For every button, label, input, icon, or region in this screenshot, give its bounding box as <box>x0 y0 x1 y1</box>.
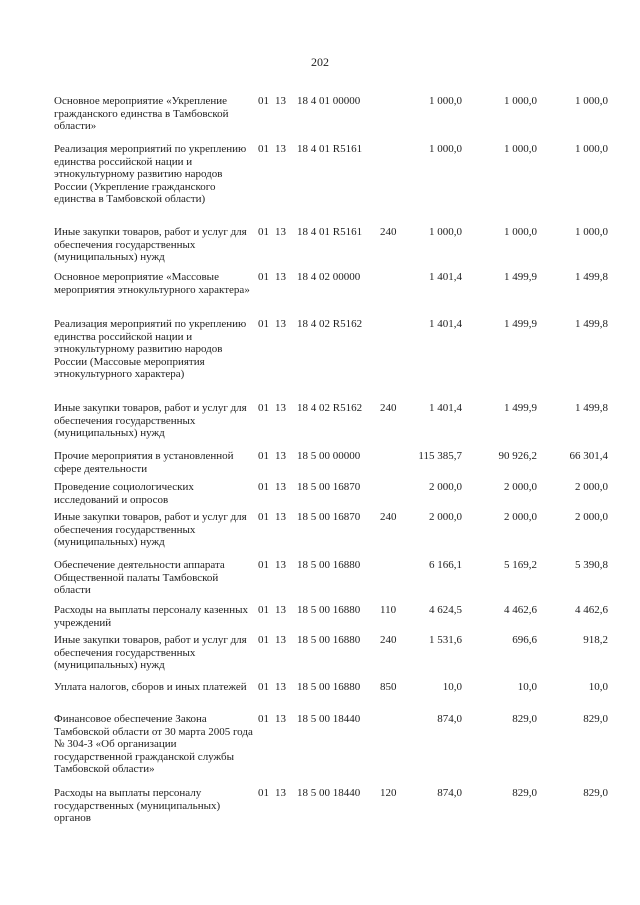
row-value-3: 1 000,0 <box>575 143 608 155</box>
row-value-1: 874,0 <box>437 787 462 799</box>
row-subsection: 13 <box>275 787 286 799</box>
row-value-2: 1 499,9 <box>504 271 537 283</box>
row-name: Основное мероприятие «Массовые мероприятия этнокультурного характера» <box>54 271 250 296</box>
row-name: Реализация мероприятий по укреплению единства российской нации и этнокультурному развитию народов России (Массовые мероприятия этнокультурного характера) <box>54 318 247 380</box>
row-expense-type: 110 <box>380 604 397 616</box>
row-expense-type: 240 <box>380 402 397 414</box>
row-value-2: 4 462,6 <box>504 604 537 616</box>
row-section: 01 <box>258 271 269 283</box>
row-value-1: 6 166,1 <box>429 559 462 571</box>
row-value-2: 1 000,0 <box>504 143 537 155</box>
row-subsection: 13 <box>275 713 286 725</box>
row-value-2: 1 499,9 <box>504 318 537 330</box>
page-number: 202 <box>311 55 329 69</box>
row-name: Обеспечение деятельности аппарата Общественной палаты Тамбовской области <box>54 559 225 596</box>
row-section: 01 <box>258 143 269 155</box>
row-subsection: 13 <box>275 511 286 523</box>
row-value-1: 1 000,0 <box>429 95 462 107</box>
row-value-3: 918,2 <box>583 634 608 646</box>
row-section: 01 <box>258 450 269 462</box>
row-section: 01 <box>258 634 269 646</box>
row-name: Проведение социологических исследований и опросов <box>54 481 194 506</box>
row-article: 18 4 02 R5162 <box>297 402 363 414</box>
row-name: Уплата налогов, сборов и иных платежей <box>54 681 247 693</box>
row-value-3: 66 301,4 <box>569 450 608 462</box>
row-value-1: 1 401,4 <box>429 318 462 330</box>
row-article: 18 4 02 R5162 <box>297 318 363 330</box>
row-value-3: 4 462,6 <box>575 604 608 616</box>
row-subsection: 13 <box>275 226 286 238</box>
row-value-3: 5 390,8 <box>575 559 608 571</box>
row-value-3: 1 499,8 <box>575 271 608 283</box>
row-article: 18 5 00 16880 <box>297 559 361 571</box>
row-section: 01 <box>258 318 269 330</box>
row-article: 18 5 00 16880 <box>297 681 361 693</box>
row-name: Основное мероприятие «Укрепление гражданского единства в Тамбовской области» <box>54 95 229 132</box>
row-subsection: 13 <box>275 481 286 493</box>
row-value-2: 696,6 <box>512 634 537 646</box>
row-expense-type: 240 <box>380 511 397 523</box>
row-value-3: 1 000,0 <box>575 226 608 238</box>
row-value-3: 829,0 <box>583 713 608 725</box>
row-article: 18 5 00 16880 <box>297 634 361 646</box>
row-value-3: 1 499,8 <box>575 318 608 330</box>
row-name: Прочие мероприятия в установленной сфере деятельности <box>54 450 234 475</box>
row-section: 01 <box>258 511 269 523</box>
row-value-2: 1 000,0 <box>504 95 537 107</box>
row-value-1: 1 000,0 <box>429 143 462 155</box>
row-subsection: 13 <box>275 318 286 330</box>
row-value-1: 2 000,0 <box>429 481 462 493</box>
row-subsection: 13 <box>275 450 286 462</box>
row-section: 01 <box>258 681 269 693</box>
row-value-2: 2 000,0 <box>504 511 537 523</box>
row-name: Иные закупки товаров, работ и услуг для обеспечения государственных (муниципальных) нужд <box>54 226 247 263</box>
row-name: Иные закупки товаров, работ и услуг для обеспечения государственных (муниципальных) нужд <box>54 402 247 439</box>
row-section: 01 <box>258 604 269 616</box>
row-value-1: 2 000,0 <box>429 511 462 523</box>
row-subsection: 13 <box>275 402 286 414</box>
row-name: Реализация мероприятий по укреплению единства российской нации и этнокультурному развитию народов России (Укрепление гражданского единства в Тамбовской области) <box>54 143 247 205</box>
row-section: 01 <box>258 787 269 799</box>
row-value-3: 1 499,8 <box>575 402 608 414</box>
row-article: 18 5 00 16880 <box>297 604 361 616</box>
row-value-3: 10,0 <box>588 681 608 693</box>
row-expense-type: 240 <box>380 634 397 646</box>
row-subsection: 13 <box>275 559 286 571</box>
row-value-1: 10,0 <box>442 681 462 693</box>
row-section: 01 <box>258 713 269 725</box>
row-section: 01 <box>258 95 269 107</box>
row-article: 18 4 01 R5161 <box>297 143 363 155</box>
row-subsection: 13 <box>275 95 286 107</box>
row-value-1: 1 531,6 <box>429 634 462 646</box>
row-value-2: 90 926,2 <box>498 450 537 462</box>
row-section: 01 <box>258 481 269 493</box>
row-value-2: 10,0 <box>517 681 537 693</box>
row-subsection: 13 <box>275 271 286 283</box>
row-expense-type: 120 <box>380 787 397 799</box>
row-value-2: 2 000,0 <box>504 481 537 493</box>
row-value-3: 829,0 <box>583 787 608 799</box>
row-value-1: 1 401,4 <box>429 271 462 283</box>
row-value-3: 1 000,0 <box>575 95 608 107</box>
row-value-2: 5 169,2 <box>504 559 537 571</box>
row-name: Расходы на выплаты персоналу государственных (муниципальных) органов <box>54 787 221 824</box>
row-section: 01 <box>258 559 269 571</box>
row-value-2: 1 000,0 <box>504 226 537 238</box>
row-subsection: 13 <box>275 634 286 646</box>
row-name: Финансовое обеспечение Закона Тамбовской области от 30 марта 2005 года № 304-З «Об организации государственной гражданской службы Тамбовской области» <box>54 713 253 775</box>
row-article: 18 4 02 00000 <box>297 271 361 283</box>
row-value-1: 1 000,0 <box>429 226 462 238</box>
row-article: 18 4 01 R5161 <box>297 226 363 238</box>
row-article: 18 5 00 18440 <box>297 787 361 799</box>
row-subsection: 13 <box>275 604 286 616</box>
row-value-1: 874,0 <box>437 713 462 725</box>
row-article: 18 4 01 00000 <box>297 95 361 107</box>
row-expense-type: 240 <box>380 226 397 238</box>
row-article: 18 5 00 16870 <box>297 481 361 493</box>
row-value-2: 1 499,9 <box>504 402 537 414</box>
row-section: 01 <box>258 226 269 238</box>
row-value-2: 829,0 <box>512 787 537 799</box>
row-article: 18 5 00 16870 <box>297 511 361 523</box>
row-name: Расходы на выплаты персоналу казенных учреждений <box>54 604 248 629</box>
row-article: 18 5 00 00000 <box>297 450 361 462</box>
row-subsection: 13 <box>275 143 286 155</box>
row-value-2: 829,0 <box>512 713 537 725</box>
row-section: 01 <box>258 402 269 414</box>
row-article: 18 5 00 18440 <box>297 713 361 725</box>
row-value-3: 2 000,0 <box>575 481 608 493</box>
row-value-1: 115 385,7 <box>418 450 462 462</box>
row-subsection: 13 <box>275 681 286 693</box>
row-value-1: 1 401,4 <box>429 402 462 414</box>
row-name: Иные закупки товаров, работ и услуг для обеспечения государственных (муниципальных) нужд <box>54 634 247 671</box>
row-name: Иные закупки товаров, работ и услуг для обеспечения государственных (муниципальных) нужд <box>54 511 247 548</box>
row-value-1: 4 624,5 <box>429 604 462 616</box>
row-expense-type: 850 <box>380 681 397 693</box>
row-value-3: 2 000,0 <box>575 511 608 523</box>
